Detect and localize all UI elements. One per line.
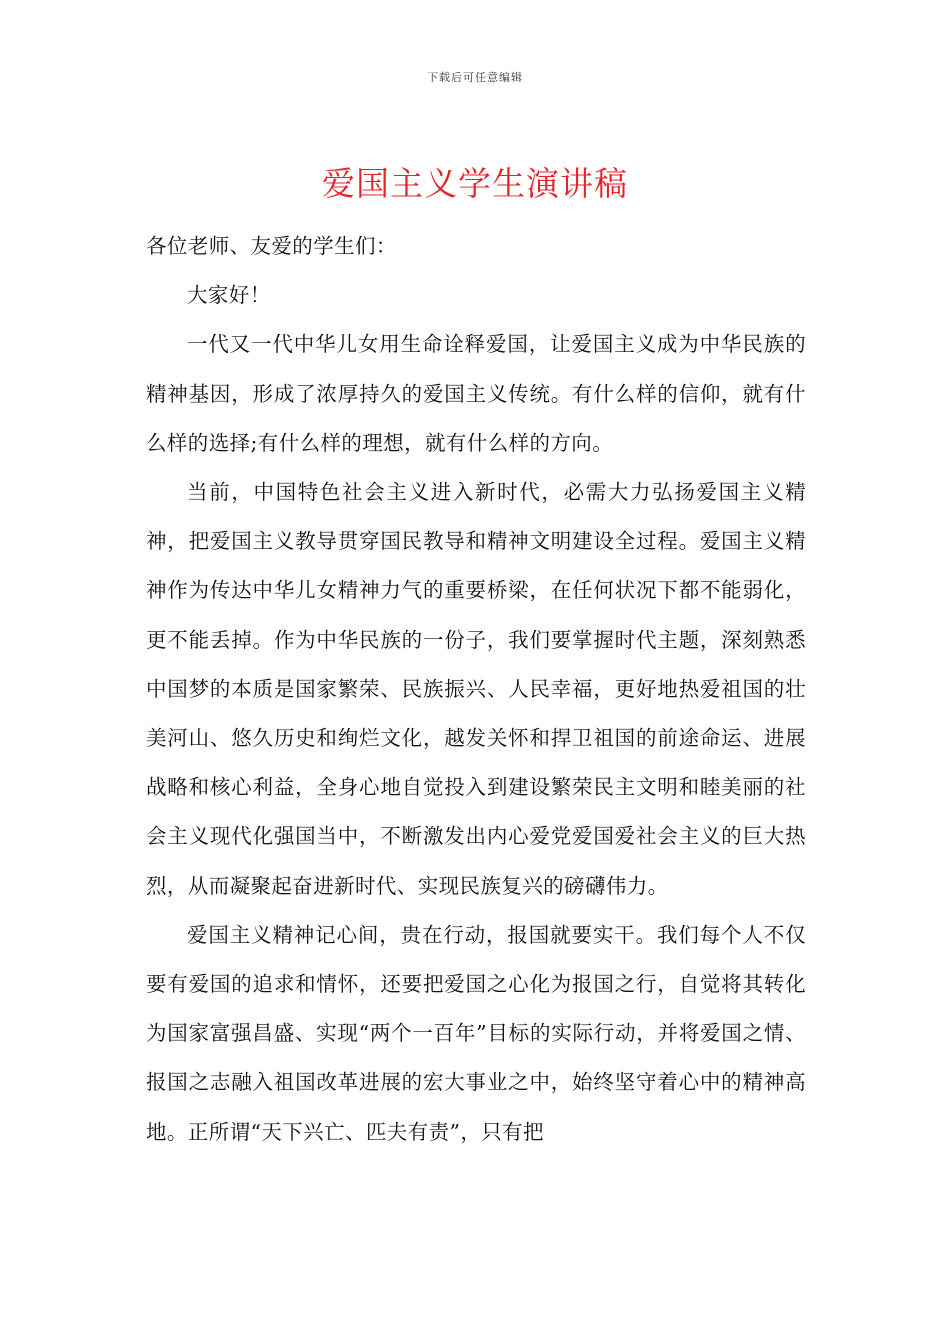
paragraph-3: 爱国主义精神记心间，贵在行动，报国就要实干。我们每个人不仅要有爱国的追求和情怀，还要把爱国之心化为报国之行，自觉将其转化为国家富强昌盛、实现“两个一百年”目标的实际行动，并将爱国之情、报国之志融入祖国改革进展的宏大事业之中，始终坚守着心中的精神高地。正所谓“天下兴亡、匹夫有责”，只有把 bbox=[146, 922, 806, 1144]
header-note: 下载后可任意编辑 bbox=[427, 71, 523, 84]
paragraph-2: 当前，中国特色社会主义进入新时代，必需大力弘扬爱国主义精神，把爱国主义教导贯穿国民教导和精神文明建设全过程。爱国主义精神作为传达中华儿女精神力气的重要桥梁，在任何状况下都不能弱化，更不能丢掉。作为中华民族的一份子，我们要掌握时代主题，深刻熟悉中国梦的本质是国家繁荣、民族振兴、人民幸福，更好地热爱祖国的壮美河山、悠久历史和绚烂文化，越发关怀和捍卫祖国的前途命运、进展战略和核心利益，全身心地自觉投入到建设繁荣民主文明和睦美丽的社会主义现代化强国当中，不断激发出内心爱党爱国爱社会主义的巨大热烈，从而凝聚起奋进新时代、实现民族复兴的磅礴伟力。 bbox=[146, 480, 806, 898]
paragraph-greeting: 大家好！ bbox=[187, 283, 271, 308]
salutation: 各位老师、友爱的学生们： bbox=[146, 234, 397, 258]
paragraph-1: 一代又一代中华儿女用生命诠释爱国，让爱国主义成为中华民族的精神基因，形成了浓厚持久的爱国主义传统。有什么样的信仰，就有什么样的选择;有什么样的理想，就有什么样的方向。 bbox=[146, 332, 806, 455]
document-body bbox=[146, 222, 806, 1157]
document-title: 爱国主义学生演讲稿 bbox=[322, 164, 628, 204]
